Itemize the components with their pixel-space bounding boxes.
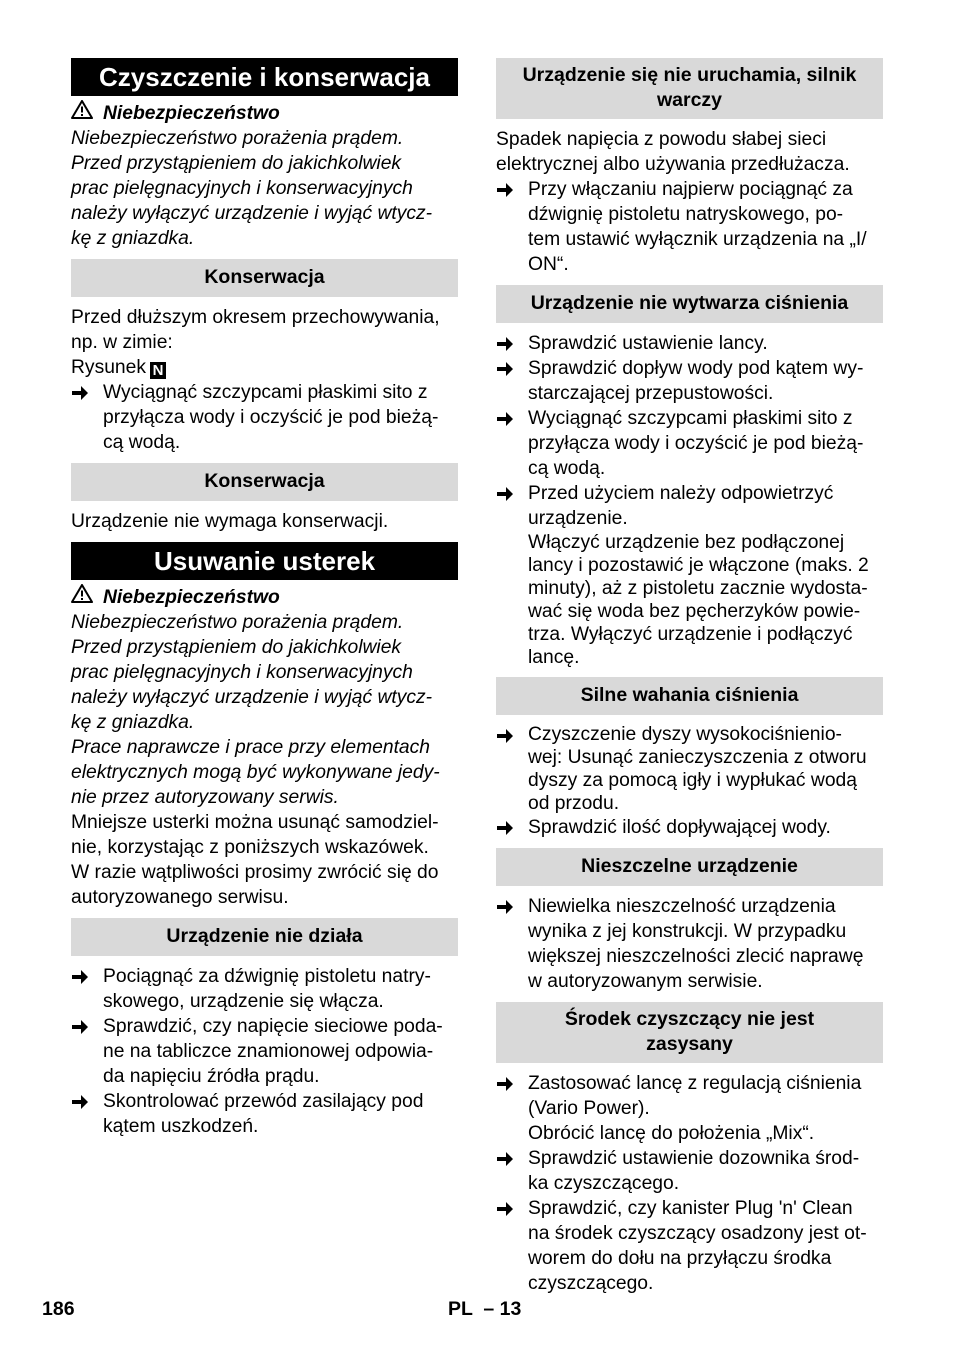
arrow-right-icon (496, 331, 528, 356)
list-item: Wyciągnąć szczypcami płaskimi sito z przyłącza wody i oczyścić je pod bieżą- cą wodą. (71, 380, 458, 455)
list-item: Sprawdzić, czy kanister Plug 'n' Clean na środek czyszczący osadzony jest ot- worem do dołu na przyłączu środka czyszczącego. (496, 1196, 883, 1296)
arrow-right-icon (496, 1146, 528, 1171)
arrow-right-icon (496, 406, 528, 431)
list-item: Czyszczenie dyszy wysokociśnienio- wej: Usunąć zanieczyszczenia z otworu dyszy za pomocą igły i wypłukać wodą od przodu. (496, 723, 883, 815)
arrow-right-icon (71, 964, 103, 989)
heading-not-working: Urządzenie nie działa (71, 918, 458, 956)
arrow-right-icon (496, 177, 528, 202)
right-column: Urządzenie się nie uruchamia, silnik warczy Spadek napięcia z powodu słabej sieci elektrycznej albo używania przedłużacza. Przy włączaniu najpierw pociągnąć za dźwignię pistoletu natryskowego, po- tem ustawić wyłącznik urządzenia na „I/ ON“. Urządzenie nie wytwarza ciśnienia Sprawdzić ustawienie lancy. Sprawdzić dopływ wody pod kątem wy- starczającej przepustowości. Wyciągnąć szczypcami płaskimi sito z przyłącza wody i oczyścić je pod bieżą- cą wodą. Przed użyciem należy odpowietrzyć urządzenie. Włączyć urządzenie bez podłączonej lancy i pozostawić je włączone (maks. 2 minuty), aż z pistoletu zacznie wydosta- wać się woda bez pęcherzyków powie- trza. Wyłączyć urządzenie i podłączyć lancę. Silne wahania ciśnienia Czyszczenie dyszy wysokociśnienio- wej: Usunąć zanieczyszczenia z otworu dyszy za pomocą igły i wypłukać wodą od przodu. Sprawdzić ilość dopływającej wody. Nieszczelne urządzenie Niewielka nieszczelność urządzenia wynika z jej konstrukcji. W przypadku większej nieszczelności zlecić naprawę w autoryzowanym serwisie. Środek czyszczący nie jest zasysany Zastosować lancę z regulacją ciśnienia (Vario Power). Obrócić lancę do położenia „Mix“. Sprawdzić ustawienie dozownika środ- ka czyszczącego. Sprawdzić, czy kanister Plug 'n' Clean na środek czyszczący osadzony jest ot- worem do dołu na przyłączu środka czyszczącego. (496, 58, 883, 1296)
heading-pressure-fluctuation: Silne wahania ciśnienia (496, 677, 883, 715)
figure-ref: Rysunek N (71, 355, 458, 380)
warning-text-1: Niebezpieczeństwo porażenia prądem. Przed przystąpieniem do jakichkolwiek prac pielęgnacyjnych i konserwacyjnych należy wyłączyć urządzenie i wyjąć wtycz- kę z gniazdka. (71, 128, 433, 249)
page-number: 186 (42, 1298, 75, 1320)
list-item: Skontrolować przewód zasilający pod kątem uszkodzeń. (71, 1089, 458, 1139)
list-item: Sprawdzić ustawienie lancy. (496, 331, 883, 356)
arrow-right-icon (496, 723, 528, 748)
list-item: Sprawdzić dopływ wody pod kątem wy- starczającej przepustowości. (496, 356, 883, 406)
list-item: Niewielka nieszczelność urządzenia wynika z jej konstrukcji. W przypadku większej nieszczelności zlecić naprawę w autoryzowanym serwisie. (496, 894, 883, 994)
list-item: Sprawdzić, czy napięcie sieciowe poda- ne na tabliczce znamionowej odpowia- da napięciu źródła prądu. (71, 1014, 458, 1089)
heading-cleaning: Czyszczenie i konserwacja (71, 58, 458, 96)
arrow-right-icon (71, 1089, 103, 1114)
arrow-right-icon (496, 481, 528, 506)
figure-badge: N (150, 362, 166, 379)
list-item: Przed użyciem należy odpowietrzyć urządzenie. (496, 481, 883, 531)
warning-text-2: Niebezpieczeństwo porażenia prądem. Przed przystąpieniem do jakichkolwiek prac pielęgnacyjnych i konserwacyjnych należy wyłączyć urządzenie i wyjąć wtycz- kę z gniazdka. Prace naprawcze i prace przy elementach elektrycznych mogą być wykonywane jedy- nie przez autoryzowany serwis. (71, 612, 440, 808)
warning-title-1: Niebezpieczeństwo (71, 100, 458, 126)
left-column: Czyszczenie i konserwacja Niebezpieczeństwo Niebezpieczeństwo porażenia prądem. Przed przystąpieniem do jakichkolwiek prac pielęgnacyjnych i konserwacyjnych należy wyłączyć urządzenie i wyjąć wtycz- kę z gniazdka. Konserwacja Przed dłuższym okresem przechowywania, np. w zimie: Rysunek N Wyciągnąć szczypcami płaskimi sito z przyłącza wody i oczyścić je pod bieżą- cą wodą. Konserwacja Urządzenie nie wymaga konserwacji. Usuwanie usterek Niebezpieczeństwo Niebezpieczeństwo porażenia prądem. Przed przystąpieniem do jakichkolwiek prac pielęgnacyjnych i konserwacyjnych należy wyłączyć urządzenie i wyjąć wtycz- kę z gniazdka. Prace naprawcze i prace przy elementach elektrycznych mogą być wykonywane jedy- nie przez autoryzowany serwis. Mniejsze usterki można usunąć samodziel- nie, korzystając z poniższych wskazówek. W razie wątpliwości prosimy zwrócić się do autoryzowanego serwisu. Urządzenie nie działa Pociągnąć za dźwignię pistoletu natry- skowego, urządzenie się włącza. Sprawdzić, czy napięcie sieciowe poda- ne na tabliczce znamionowej odpowia- da napięciu źródła prądu. Skontrolować przewód zasilający pod kątem uszkodzeń. (71, 58, 458, 1139)
heading-troubleshooting: Usuwanie usterek (71, 542, 458, 580)
arrow-right-icon (496, 1071, 528, 1096)
heading-maintenance-1: Konserwacja (71, 259, 458, 297)
indented-note: Włączyć urządzenie bez podłączonej lancy i pozostawić je włączone (maks. 2 minuty), aż z pistoletu zacznie wydosta- wać się woda bez pęcherzyków powie- trza. Wyłączyć urządzenie i podłączyć lancę. (528, 532, 869, 668)
warning-title-2: Niebezpieczeństwo (71, 584, 458, 610)
list-item: Przy włączaniu najpierw pociągnąć za dźwignię pistoletu natryskowego, po- tem ustawić wyłącznik urządzenia na „I/ ON“. (496, 177, 883, 277)
warning-triangle-icon (71, 100, 93, 126)
list-item: Sprawdzić ilość dopływającej wody. (496, 815, 883, 840)
arrow-right-icon (496, 356, 528, 381)
arrow-right-icon (496, 815, 528, 840)
troubleshooting-intro: Mniejsze usterki można usunąć samodziel- nie, korzystając z poniższych wskazówek. W razie wątpliwości prosimy zwrócić się do autoryzowanego serwisu. (71, 812, 439, 908)
heading-leaking: Nieszczelne urządzenie (496, 848, 883, 886)
language-page-label: PL – 13 (448, 1298, 522, 1320)
arrow-right-icon (71, 380, 103, 405)
arrow-right-icon (496, 1196, 528, 1221)
arrow-right-icon (496, 894, 528, 919)
list-item: Pociągnąć za dźwignię pistoletu natry- skowego, urządzenie się włącza. (71, 964, 458, 1014)
list-item: Wyciągnąć szczypcami płaskimi sito z przyłącza wody i oczyścić je pod bieżą- cą wodą. (496, 406, 883, 481)
heading-detergent: Środek czyszczący nie jest zasysany (496, 1002, 883, 1063)
heading-maintenance-2: Konserwacja (71, 463, 458, 501)
heading-no-pressure: Urządzenie nie wytwarza ciśnienia (496, 285, 883, 323)
arrow-right-icon (71, 1014, 103, 1039)
list-item: Zastosować lancę z regulacją ciśnienia (Vario Power). (496, 1071, 883, 1121)
indented-note: Obrócić lancę do położenia „Mix“. (528, 1123, 815, 1144)
list-item: Sprawdzić ustawienie dozownika środ- ka czyszczącego. (496, 1146, 883, 1196)
heading-does-not-start: Urządzenie się nie uruchamia, silnik warczy (496, 58, 883, 119)
warning-triangle-icon (71, 584, 93, 610)
